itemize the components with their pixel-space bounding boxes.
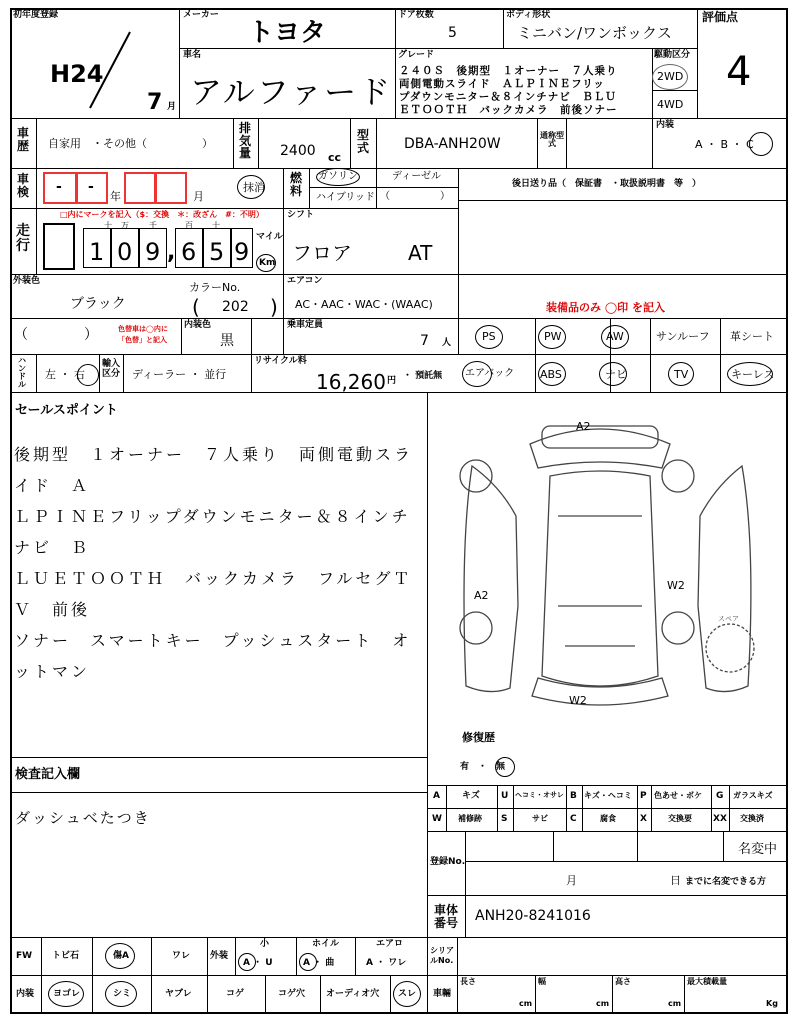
color-no-value: 202 — [222, 299, 249, 315]
insp-year-1: - — [56, 179, 62, 195]
reg-day-unit: 日 — [670, 874, 681, 887]
insp-month-box-2 — [155, 172, 187, 204]
inspection-notes-text: ダッシュベたつき — [15, 809, 151, 827]
aero-label: エアロ — [376, 939, 404, 949]
legend-desc: 補修跡 — [458, 814, 482, 823]
mileage-digit: 6 — [181, 238, 197, 266]
history-options: 自家用 ・その他（ ） — [48, 137, 213, 150]
exterior-color-label: 外装色 — [13, 276, 41, 286]
mileage-note: □内にマークを記入（$：交換 ＊：改ざん #：不明） — [60, 210, 264, 219]
interior-label: 内装 — [656, 120, 675, 130]
equip-airbag: エアバック — [465, 368, 515, 379]
handle-label: ハンドル — [18, 356, 26, 389]
height-label: 高さ — [615, 977, 631, 986]
first-reg-slash — [85, 30, 135, 110]
fw-item: 傷A — [113, 951, 129, 961]
car-diagram — [430, 396, 786, 716]
equip-pw-circle — [538, 325, 566, 349]
grade-line: 両側電動スライド ＡＬＰＩＮＥフリッ — [399, 78, 605, 90]
equip-abs-circle — [538, 362, 566, 386]
equip-keyless-circle — [727, 362, 773, 386]
grade-line: ２４０Ｓ 後期型 １オーナー ７人乗り — [399, 65, 618, 77]
fuel-gas: ガソリン — [318, 171, 358, 182]
reg-month-unit: 月 — [566, 874, 577, 887]
serial-label: シリアルNo. — [430, 946, 454, 965]
mark-a2-left: A2 — [474, 589, 489, 602]
length-unit: cm — [519, 999, 533, 1008]
equip-aw-circle — [601, 325, 629, 349]
color-change: （ ） — [14, 327, 98, 343]
length-label: 長さ — [460, 977, 476, 986]
equip-leather: 革シート — [730, 330, 774, 343]
common-model-label: 通称型式 — [540, 131, 564, 149]
legend-code: W — [432, 814, 442, 824]
aero-options: A ・ ワレ — [366, 958, 407, 968]
wheel-label: ホイル — [312, 939, 340, 949]
capacity-value: 7 — [420, 333, 429, 349]
inspection-notes-label: 検査記入欄 — [15, 767, 81, 782]
legend-desc: 交換済 — [740, 814, 764, 823]
interior-item-circle — [393, 981, 421, 1007]
maker-label: メーカー — [183, 10, 219, 20]
interior-item: スレ — [398, 989, 417, 999]
color-no-label: カラーNo. — [189, 281, 241, 294]
name-change: 名変中 — [738, 842, 778, 857]
mileage-digit: 9 — [234, 238, 250, 266]
displacement-label: 排気量 — [238, 121, 251, 161]
sales-points — [14, 439, 424, 687]
recycle-unit: 円 — [387, 376, 397, 386]
weight-label: 最大積載量 — [687, 977, 727, 986]
interior-item: コゲ穴 — [278, 989, 306, 999]
exterior-label: 外装 — [210, 951, 229, 961]
fw-label: FW — [16, 951, 33, 961]
color-no-close: ) — [270, 295, 278, 319]
equip-ps: PS — [482, 330, 496, 343]
equip-aw: AW — [606, 330, 624, 343]
spare-label: スペア — [718, 615, 739, 623]
legend-desc: 腐食 — [600, 814, 616, 823]
mark-a2-front: A2 — [576, 420, 591, 433]
color-no-open: ( — [192, 295, 200, 319]
handle-options: 左 ・ 右 — [45, 368, 85, 381]
grade-line: ＥＴＯＯＴＨ バックカメラ 前後ソナー — [399, 104, 618, 116]
mile-label: マイル — [256, 232, 283, 242]
rating-value: 4 — [726, 49, 752, 95]
legend-code: B — [570, 791, 577, 801]
doors-label: ドア枚数 — [398, 10, 434, 20]
legend-desc: 色あせ・ボケ — [654, 791, 702, 800]
first-reg-year: H24 — [50, 60, 104, 88]
recycle-label: リサイクル料 — [254, 356, 307, 366]
weight-unit: Kg — [766, 999, 778, 1008]
interior-item: オーディオ穴 — [326, 989, 380, 999]
fw-item-circle — [105, 943, 135, 969]
sales-label: セールスポイント — [15, 403, 118, 418]
grade-block — [399, 65, 651, 117]
legend-code: C — [570, 814, 577, 824]
fuel-diesel: ディーゼル — [392, 171, 441, 182]
insp-month-box-1 — [124, 172, 156, 204]
equip-pw: PW — [544, 330, 562, 343]
mark-w2-right: W2 — [667, 579, 685, 592]
grade-line: プダウンモニター＆８インチナビ ＢＬＵ — [399, 91, 617, 103]
height-unit: cm — [668, 999, 682, 1008]
handle-right-circle — [77, 364, 99, 386]
wheel-options: A ・ 曲 — [303, 958, 335, 968]
dims-label: 車輛 — [433, 989, 452, 999]
interior-item: ヤブレ — [165, 989, 192, 999]
fuel-hybrid: ハイブリッド — [316, 192, 375, 203]
shift-type: フロア — [292, 241, 352, 265]
legend-code: X — [640, 814, 647, 824]
chassis-number: ANH20-8241016 — [475, 908, 591, 924]
drive-label: 駆動区分 — [654, 50, 691, 60]
mileage-unit-10b: 十 — [212, 221, 220, 230]
wheel-a-circle — [299, 953, 317, 971]
legend-code: P — [640, 791, 647, 801]
equip-tv-circle — [668, 362, 694, 386]
mark-w2-rear: W2 — [569, 694, 587, 707]
equip-navi-circle — [599, 362, 627, 386]
import-options: ディーラー ・ 並行 — [132, 368, 227, 381]
legend-desc: ガラスキズ — [733, 791, 773, 800]
fw-item: ワレ — [172, 951, 191, 961]
interior-item: ヨゴレ — [53, 989, 81, 999]
equip-tv: TV — [674, 368, 689, 381]
docs-label: 後日送り品（ 保証書 ・取扱説明書 等 ） — [512, 179, 702, 189]
car-name-value: アルファード — [190, 73, 393, 111]
inspection-label: 車検 — [16, 172, 29, 199]
interior-grade-circle — [749, 132, 773, 156]
drive-2wd-circle — [652, 64, 688, 90]
mileage-unit-1k: 千 — [149, 221, 157, 230]
sales-line: 後期型 １オーナー ７人乗り 両側電動スライド Ａ — [14, 445, 414, 495]
interior-item-circle — [105, 981, 137, 1007]
drive-2wd: 2WD — [657, 70, 684, 83]
legend-desc: キズ・ヘコミ — [584, 791, 632, 800]
sales-line: ＬＰＩＮＥフリップダウンモニター＆８インチナビ Ｂ — [14, 507, 411, 557]
insp-none: 抹消 — [243, 181, 265, 194]
repair-label: 修復歴 — [462, 731, 495, 744]
scratch-a-circle — [238, 953, 256, 971]
equip-keyless: キーレス — [731, 368, 775, 381]
width-label: 幅 — [538, 977, 546, 986]
scratch-label: 小 — [260, 939, 270, 949]
insp-year-2: - — [88, 179, 94, 195]
mileage-digit: 5 — [209, 238, 225, 266]
legend-code: S — [501, 814, 508, 824]
body-type-label: ボディ形状 — [506, 10, 551, 20]
legend-code: A — [433, 791, 440, 801]
maker-value: トヨタ — [248, 18, 327, 48]
shift-label: シフト — [287, 210, 315, 220]
displacement-unit: cc — [328, 151, 342, 164]
legend-code: G — [716, 791, 724, 801]
equip-abs: ABS — [540, 368, 562, 381]
fuel-gas-circle — [316, 168, 360, 186]
interior-item: コゲ — [226, 989, 245, 999]
recycle-fee: 16,260 — [316, 370, 386, 394]
displacement-value: 2400 — [280, 143, 316, 159]
aircon-label: エアコン — [287, 276, 323, 286]
mileage-digit: 9 — [145, 238, 161, 266]
km-circle — [256, 254, 276, 272]
equip-ps-circle — [475, 325, 503, 349]
km-label: Km — [259, 258, 276, 268]
interior-color-value: 黒 — [220, 333, 234, 349]
mileage-unit-100: 百 — [185, 221, 193, 230]
interior-row-label: 内装 — [16, 989, 35, 999]
exterior-color-value: ブラック — [70, 296, 126, 312]
legend-desc: キズ — [462, 791, 480, 801]
equip-sunroof: サンルーフ — [656, 330, 710, 343]
insp-month-unit: 月 — [193, 190, 204, 203]
mileage-label: 走行 — [16, 223, 30, 254]
mileage-digit: 0 — [117, 238, 133, 266]
reg-deadline: までに名変できる方 — [685, 877, 767, 887]
registration-label: 登録No. — [430, 857, 466, 867]
fuel-other: （ ） — [380, 191, 450, 202]
repair-none-circle — [495, 757, 515, 777]
doors-value: 5 — [448, 25, 457, 41]
legend-desc: ヘコミ・オサレ — [515, 791, 564, 799]
color-change-note: 色替車は◯内に「色替」と記入 — [118, 325, 168, 344]
first-reg-label: 初年度登録 — [13, 10, 59, 20]
interior-item: シミ — [113, 989, 132, 999]
history-label: 車歴 — [16, 126, 29, 153]
model-label: 型式 — [356, 128, 369, 155]
capacity-unit: 人 — [442, 338, 452, 348]
mileage-digit-box — [43, 223, 75, 270]
fw-item: トビ石 — [52, 951, 80, 961]
mileage-unit-10: 十 — [104, 221, 112, 230]
recycle-status: ・ 預託無 — [403, 371, 443, 381]
grade-label: グレード — [398, 50, 435, 60]
legend-code: XX — [713, 814, 727, 824]
equip-airbag-circle — [462, 361, 492, 387]
capacity-label: 乗車定員 — [287, 320, 324, 330]
aircon-options: AC・AAC・WAC・(WAAC) — [295, 298, 433, 311]
shift-trans: AT — [408, 241, 433, 265]
car-name-label: 車名 — [183, 50, 202, 60]
interior-color-label: 内装色 — [184, 320, 212, 330]
insp-year-unit: 年 — [110, 190, 121, 203]
first-reg-month: 7 — [147, 90, 163, 115]
mileage-digit: 1 — [89, 238, 105, 266]
legend-code: U — [501, 791, 509, 801]
legend-desc: サビ — [532, 814, 548, 823]
sales-line: ＬＵＥＴＯＯＴＨ バックカメラ フルセグＴＶ 前後 — [14, 569, 413, 619]
mileage-sep: , — [167, 240, 176, 265]
sales-line: ソナー スマートキー プッシュスタート オットマン — [14, 631, 412, 681]
equip-navi: ナビ — [605, 368, 627, 381]
first-reg-month-unit: 月 — [167, 102, 177, 112]
interior-item-circle — [48, 981, 84, 1007]
legend-desc: 交換要 — [668, 814, 692, 823]
interior-grade: A ・ B ・ C — [695, 138, 754, 151]
chassis-label: 車体番号 — [433, 903, 458, 930]
scratch-options: A ・ U — [243, 958, 273, 968]
body-type-value: ミニバン/ワンボックス — [517, 24, 672, 42]
fuel-label: 燃料 — [289, 171, 302, 198]
insp-none-circle — [237, 175, 265, 199]
drive-4wd: 4WD — [657, 98, 684, 111]
model-value: DBA-ANH20W — [404, 136, 501, 152]
rating-label: 評価点 — [702, 10, 739, 24]
mileage-unit-10k: 万 — [121, 221, 129, 230]
import-label: 輸入区分 — [101, 359, 120, 379]
repair-options: 有 ・ 無 — [460, 762, 506, 772]
equipment-label: 装備品のみ ◯印 を記入 — [546, 301, 665, 314]
width-unit: cm — [596, 999, 610, 1008]
